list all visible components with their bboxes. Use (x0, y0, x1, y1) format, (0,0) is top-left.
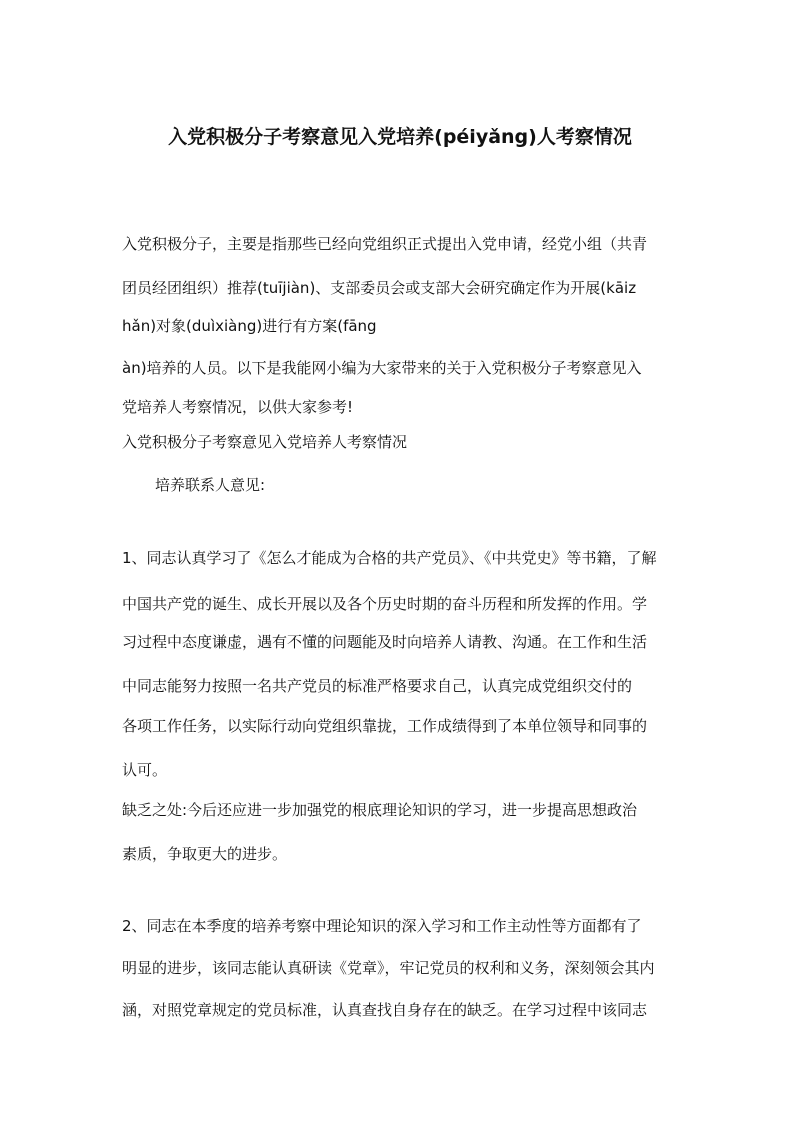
document-title: 入党积极分子考察意见入党培养(péiyǎng)人考察情况 (168, 126, 632, 148)
paragraph-line: 中同志能努力按照一名共产党员的标准严格要求自己，认真完成党组织交付的 (122, 677, 633, 695)
paragraph-line: 习过程中态度谦虚，遇有不懂的问题能及时向培养人请教、沟通。在工作和生活 (122, 633, 648, 651)
paragraph-line: 入党积极分子，主要是指那些已经向党组织正式提出入党申请，经党小组（共青 (122, 235, 648, 253)
paragraph-line: 缺乏之处:今后还应进一步加强党的根底理论知识的学习，进一步提高思想政治 (122, 801, 638, 819)
paragraph-line: 涵，对照党章规定的党员标准，认真查找自身存在的缺乏。在学习过程中该同志 (122, 1001, 648, 1019)
paragraph-line: 素质，争取更大的进步。 (122, 845, 288, 863)
paragraph-line: hǎn)对象(duìxiàng)进行有方案(fāng (122, 317, 377, 335)
paragraph-line: 团员经团组织）推荐(tuījiàn)、支部委员会或支部大会研究确定作为开展(kāiz (122, 279, 637, 297)
section-heading: 入党积极分子考察意见入党培养人考察情况 (122, 433, 408, 451)
paragraph-line: 各项工作任务，以实际行动向党组织靠拢，工作成绩得到了本单位领导和同事的 (122, 717, 648, 735)
paragraph-line: 明显的进步，该同志能认真研读《党章》，牢记党员的权利和义务，深刻领会其内 (122, 959, 655, 977)
paragraph-line: 中国共产党的诞生、成长开展以及各个历史时期的奋斗历程和所发挥的作用。学 (122, 595, 648, 613)
paragraph-line: 1、同志认真学习了《怎么才能成为合格的共产党员》、《中共党史》等书籍，了解 (122, 549, 657, 567)
paragraph-line: àn)培养的人员。以下是我能网小编为大家带来的关于入党积极分子考察意见入 (122, 359, 642, 377)
paragraph-line: 党培养人考察情况，以供大家参考! (122, 398, 354, 416)
paragraph-line: 2、同志在本季度的培养考察中理论知识的深入学习和工作主动性等方面都有了 (122, 917, 642, 935)
section-label: 培养联系人意见: (155, 476, 266, 494)
paragraph-line: 认可。 (122, 761, 168, 779)
